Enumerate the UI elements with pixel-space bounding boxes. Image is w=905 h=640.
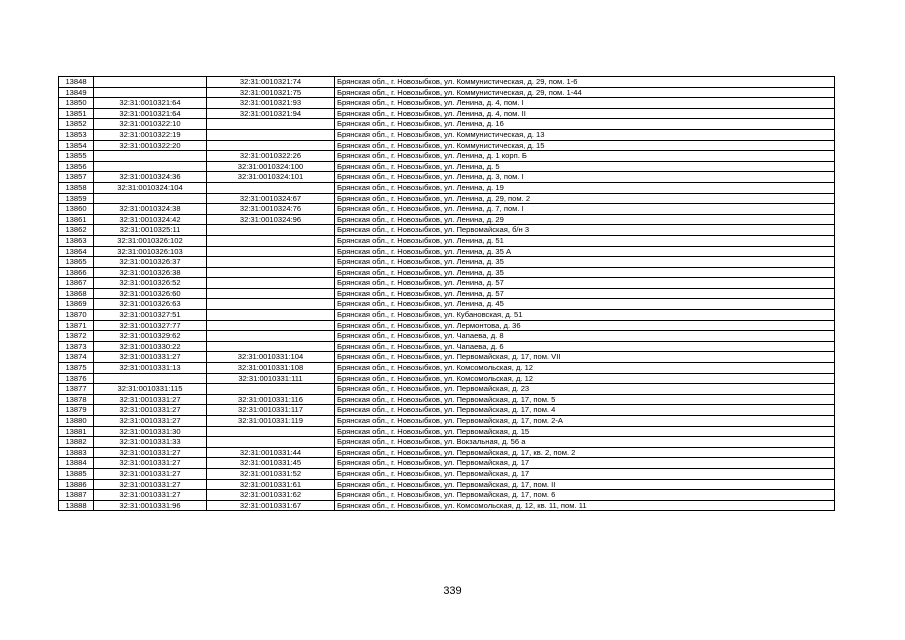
address-cell: Брянская обл., г. Новозыбков, ул. Вокзальная, д. 56 а (335, 437, 835, 448)
table-row (59, 331, 835, 342)
row-number-cell: 13882 (59, 437, 94, 448)
row-number-cell: 13868 (59, 288, 94, 299)
row-number-cell: 13849 (59, 87, 94, 98)
table-row (59, 426, 835, 437)
address-cell: Брянская обл., г. Новозыбков, ул. Ленина, д. 7, пом. I (335, 204, 835, 215)
parcel-cadastral-number-cell: 32:31:0010331:27 (94, 352, 207, 363)
address-cell: Брянская обл., г. Новозыбков, ул. Чапаева, д. 6 (335, 341, 835, 352)
row-number-cell: 13875 (59, 363, 94, 374)
address-cell: Брянская обл., г. Новозыбков, ул. Ленина, д. 16 (335, 119, 835, 130)
address-cell: Брянская обл., г. Новозыбков, ул. Первомайская, д. 17, пом. II (335, 479, 835, 490)
address-cell: Брянская обл., г. Новозыбков, ул. Первомайская, б/н 3 (335, 225, 835, 236)
row-number-cell: 13884 (59, 458, 94, 469)
table-row (59, 468, 835, 479)
row-number-cell: 13869 (59, 299, 94, 310)
parcel-cadastral-number-cell: 32:31:0010322:10 (94, 119, 207, 130)
parcel-cadastral-number-cell: 32:31:0010327:77 (94, 320, 207, 331)
object-cadastral-number-cell: 32:31:0010324:100 (207, 161, 335, 172)
table-row (59, 87, 835, 98)
table-row (59, 182, 835, 193)
row-number-cell: 13864 (59, 246, 94, 257)
table-row (59, 341, 835, 352)
parcel-cadastral-number-cell: 32:31:0010331:115 (94, 384, 207, 395)
table-row (59, 108, 835, 119)
parcel-cadastral-number-cell: 32:31:0010331:27 (94, 416, 207, 427)
row-number-cell: 13873 (59, 341, 94, 352)
table-row (59, 310, 835, 321)
row-number-cell: 13850 (59, 98, 94, 109)
table-row (59, 267, 835, 278)
object-cadastral-number-cell (207, 437, 335, 448)
table-row (59, 384, 835, 395)
table-row (59, 77, 835, 88)
table-row (59, 394, 835, 405)
parcel-cadastral-number-cell: 32:31:0010322:19 (94, 129, 207, 140)
address-cell: Брянская обл., г. Новозыбков, ул. Ленина, д. 19 (335, 182, 835, 193)
parcel-cadastral-number-cell: 32:31:0010325:11 (94, 225, 207, 236)
address-cell: Брянская обл., г. Новозыбков, ул. Ленина, д. 45 (335, 299, 835, 310)
table-row (59, 204, 835, 215)
address-cell: Брянская обл., г. Новозыбков, ул. Первомайская, д. 17, пом. VII (335, 352, 835, 363)
table-row (59, 352, 835, 363)
object-cadastral-number-cell (207, 267, 335, 278)
table-row (59, 447, 835, 458)
object-cadastral-number-cell (207, 331, 335, 342)
table-row (59, 288, 835, 299)
row-number-cell: 13859 (59, 193, 94, 204)
address-cell: Брянская обл., г. Новозыбков, ул. Комсомольская, д. 12 (335, 373, 835, 384)
row-number-cell: 13867 (59, 278, 94, 289)
table-row (59, 278, 835, 289)
parcel-cadastral-number-cell: 32:31:0010331:33 (94, 437, 207, 448)
parcel-cadastral-number-cell: 32:31:0010324:104 (94, 182, 207, 193)
address-cell: Брянская обл., г. Новозыбков, ул. Ленина, д. 3, пом. I (335, 172, 835, 183)
parcel-cadastral-number-cell: 32:31:0010331:30 (94, 426, 207, 437)
object-cadastral-number-cell: 32:31:0010322:26 (207, 151, 335, 162)
address-cell: Брянская обл., г. Новозыбков, ул. Ленина, д. 51 (335, 235, 835, 246)
parcel-cadastral-number-cell: 32:31:0010326:63 (94, 299, 207, 310)
object-cadastral-number-cell: 32:31:0010331:104 (207, 352, 335, 363)
row-number-cell: 13879 (59, 405, 94, 416)
object-cadastral-number-cell: 32:31:0010331:67 (207, 500, 335, 511)
table-row (59, 437, 835, 448)
object-cadastral-number-cell: 32:31:0010331:44 (207, 447, 335, 458)
table-row (59, 416, 835, 427)
row-number-cell: 13860 (59, 204, 94, 215)
address-cell: Брянская обл., г. Новозыбков, ул. Ленина, д. 35 (335, 267, 835, 278)
object-cadastral-number-cell: 32:31:0010331:117 (207, 405, 335, 416)
table-row (59, 500, 835, 511)
parcel-cadastral-number-cell (94, 77, 207, 88)
row-number-cell: 13883 (59, 447, 94, 458)
parcel-cadastral-number-cell: 32:31:0010330:22 (94, 341, 207, 352)
row-number-cell: 13878 (59, 394, 94, 405)
object-cadastral-number-cell: 32:31:0010324:96 (207, 214, 335, 225)
table-row (59, 363, 835, 374)
row-number-cell: 13853 (59, 129, 94, 140)
object-cadastral-number-cell (207, 426, 335, 437)
object-cadastral-number-cell (207, 129, 335, 140)
row-number-cell: 13886 (59, 479, 94, 490)
row-number-cell: 13848 (59, 77, 94, 88)
parcel-cadastral-number-cell: 32:31:0010329:62 (94, 331, 207, 342)
row-number-cell: 13870 (59, 310, 94, 321)
table-row (59, 235, 835, 246)
row-number-cell: 13854 (59, 140, 94, 151)
object-cadastral-number-cell: 32:31:0010321:74 (207, 77, 335, 88)
address-cell: Брянская обл., г. Новозыбков, ул. Первомайская, д. 17, кв. 2, пом. 2 (335, 447, 835, 458)
table-row (59, 140, 835, 151)
parcel-cadastral-number-cell (94, 87, 207, 98)
row-number-cell: 13877 (59, 384, 94, 395)
address-cell: Брянская обл., г. Новозыбков, ул. Коммунистическая, д. 15 (335, 140, 835, 151)
parcel-cadastral-number-cell: 32:31:0010331:27 (94, 479, 207, 490)
row-number-cell: 13851 (59, 108, 94, 119)
parcel-cadastral-number-cell: 32:31:0010321:64 (94, 108, 207, 119)
object-cadastral-number-cell: 32:31:0010331:111 (207, 373, 335, 384)
table-row (59, 98, 835, 109)
address-cell: Брянская обл., г. Новозыбков, ул. Первомайская, д. 17, пом. 4 (335, 405, 835, 416)
parcel-cadastral-number-cell: 32:31:0010326:38 (94, 267, 207, 278)
address-cell: Брянская обл., г. Новозыбков, ул. Первомайская, д. 17, пом. 2-А (335, 416, 835, 427)
address-cell: Брянская обл., г. Новозыбков, ул. Ленина, д. 5 (335, 161, 835, 172)
parcel-cadastral-number-cell (94, 161, 207, 172)
object-cadastral-number-cell (207, 246, 335, 257)
row-number-cell: 13885 (59, 468, 94, 479)
object-cadastral-number-cell: 32:31:0010321:75 (207, 87, 335, 98)
row-number-cell: 13852 (59, 119, 94, 130)
address-cell: Брянская обл., г. Новозыбков, ул. Ленина, д. 57 (335, 278, 835, 289)
row-number-cell: 13858 (59, 182, 94, 193)
object-cadastral-number-cell (207, 310, 335, 321)
parcel-cadastral-number-cell: 32:31:0010331:27 (94, 405, 207, 416)
address-cell: Брянская обл., г. Новозыбков, ул. Коммунистическая, д. 13 (335, 129, 835, 140)
parcel-cadastral-number-cell: 32:31:0010321:64 (94, 98, 207, 109)
address-cell: Брянская обл., г. Новозыбков, ул. Комсомольская, д. 12, кв. 11, пом. 11 (335, 500, 835, 511)
row-number-cell: 13887 (59, 490, 94, 501)
address-cell: Брянская обл., г. Новозыбков, ул. Ленина, д. 4, пом. I (335, 98, 835, 109)
row-number-cell: 13856 (59, 161, 94, 172)
address-cell: Брянская обл., г. Новозыбков, ул. Ленина, д. 57 (335, 288, 835, 299)
object-cadastral-number-cell: 32:31:0010321:93 (207, 98, 335, 109)
address-cell: Брянская обл., г. Новозыбков, ул. Первомайская, д. 17, пом. 5 (335, 394, 835, 405)
table-row (59, 172, 835, 183)
page-number: 339 (443, 585, 462, 597)
parcel-cadastral-number-cell (94, 373, 207, 384)
parcel-cadastral-number-cell: 32:31:0010331:27 (94, 447, 207, 458)
object-cadastral-number-cell (207, 288, 335, 299)
object-cadastral-number-cell: 32:31:0010331:45 (207, 458, 335, 469)
parcel-cadastral-number-cell: 32:31:0010324:38 (94, 204, 207, 215)
table-row (59, 257, 835, 268)
row-number-cell: 13865 (59, 257, 94, 268)
parcel-cadastral-number-cell: 32:31:0010331:27 (94, 490, 207, 501)
address-cell: Брянская обл., г. Новозыбков, ул. Лермонтова, д. 36 (335, 320, 835, 331)
table-row (59, 458, 835, 469)
parcel-cadastral-number-cell: 32:31:0010331:27 (94, 468, 207, 479)
object-cadastral-number-cell (207, 278, 335, 289)
object-cadastral-number-cell: 32:31:0010331:108 (207, 363, 335, 374)
object-cadastral-number-cell: 32:31:0010324:101 (207, 172, 335, 183)
address-cell: Брянская обл., г. Новозыбков, ул. Первомайская, д. 23 (335, 384, 835, 395)
object-cadastral-number-cell: 32:31:0010331:119 (207, 416, 335, 427)
table-row (59, 119, 835, 130)
parcel-cadastral-number-cell: 32:31:0010322:20 (94, 140, 207, 151)
address-cell: Брянская обл., г. Новозыбков, ул. Кубановская, д. 51 (335, 310, 835, 321)
object-cadastral-number-cell (207, 119, 335, 130)
address-cell: Брянская обл., г. Новозыбков, ул. Ленина, д. 35 А (335, 246, 835, 257)
row-number-cell: 13881 (59, 426, 94, 437)
row-number-cell: 13855 (59, 151, 94, 162)
table-row (59, 299, 835, 310)
parcel-cadastral-number-cell: 32:31:0010327:51 (94, 310, 207, 321)
table-row (59, 246, 835, 257)
parcel-cadastral-number-cell: 32:31:0010331:13 (94, 363, 207, 374)
row-number-cell: 13857 (59, 172, 94, 183)
object-cadastral-number-cell (207, 341, 335, 352)
object-cadastral-number-cell (207, 384, 335, 395)
address-cell: Брянская обл., г. Новозыбков, ул. Ленина, д. 29, пом. 2 (335, 193, 835, 204)
address-cell: Брянская обл., г. Новозыбков, ул. Комсомольская, д. 12 (335, 363, 835, 374)
address-cell: Брянская обл., г. Новозыбков, ул. Ленина, д. 29 (335, 214, 835, 225)
row-number-cell: 13872 (59, 331, 94, 342)
registry-table-body (59, 77, 835, 511)
row-number-cell: 13863 (59, 235, 94, 246)
address-cell: Брянская обл., г. Новозыбков, ул. Первомайская, д. 15 (335, 426, 835, 437)
address-cell: Брянская обл., г. Новозыбков, ул. Первомайская, д. 17 (335, 468, 835, 479)
address-cell: Брянская обл., г. Новозыбков, ул. Коммунистическая, д. 29, пом. 1-6 (335, 77, 835, 88)
table-row (59, 405, 835, 416)
table-row (59, 161, 835, 172)
address-cell: Брянская обл., г. Новозыбков, ул. Ленина, д. 4, пом. II (335, 108, 835, 119)
table-row (59, 193, 835, 204)
address-cell: Брянская обл., г. Новозыбков, ул. Первомайская, д. 17 (335, 458, 835, 469)
object-cadastral-number-cell (207, 299, 335, 310)
address-cell: Брянская обл., г. Новозыбков, ул. Первомайская, д. 17, пом. 6 (335, 490, 835, 501)
table-row (59, 373, 835, 384)
object-cadastral-number-cell (207, 182, 335, 193)
row-number-cell: 13874 (59, 352, 94, 363)
parcel-cadastral-number-cell (94, 193, 207, 204)
table-row (59, 214, 835, 225)
table-row (59, 151, 835, 162)
object-cadastral-number-cell: 32:31:0010331:116 (207, 394, 335, 405)
row-number-cell: 13861 (59, 214, 94, 225)
parcel-cadastral-number-cell: 32:31:0010326:52 (94, 278, 207, 289)
parcel-cadastral-number-cell: 32:31:0010324:42 (94, 214, 207, 225)
object-cadastral-number-cell (207, 320, 335, 331)
address-cell: Брянская обл., г. Новозыбков, ул. Коммунистическая, д. 29, пом. 1-44 (335, 87, 835, 98)
address-cell: Брянская обл., г. Новозыбков, ул. Чапаева, д. 8 (335, 331, 835, 342)
object-cadastral-number-cell: 32:31:0010331:62 (207, 490, 335, 501)
row-number-cell: 13876 (59, 373, 94, 384)
row-number-cell: 13862 (59, 225, 94, 236)
row-number-cell: 13866 (59, 267, 94, 278)
parcel-cadastral-number-cell: 32:31:0010331:96 (94, 500, 207, 511)
object-cadastral-number-cell (207, 235, 335, 246)
object-cadastral-number-cell: 32:31:0010324:67 (207, 193, 335, 204)
object-cadastral-number-cell: 32:31:0010331:52 (207, 468, 335, 479)
address-cell: Брянская обл., г. Новозыбков, ул. Ленина, д. 35 (335, 257, 835, 268)
parcel-cadastral-number-cell: 32:31:0010326:103 (94, 246, 207, 257)
table-row (59, 129, 835, 140)
row-number-cell: 13880 (59, 416, 94, 427)
parcel-cadastral-number-cell: 32:31:0010331:27 (94, 394, 207, 405)
table-row (59, 320, 835, 331)
table-row (59, 225, 835, 236)
row-number-cell: 13888 (59, 500, 94, 511)
property-registry-table (58, 76, 835, 511)
parcel-cadastral-number-cell (94, 151, 207, 162)
row-number-cell: 13871 (59, 320, 94, 331)
address-cell: Брянская обл., г. Новозыбков, ул. Ленина, д. 1 корп. Б (335, 151, 835, 162)
object-cadastral-number-cell: 32:31:0010331:61 (207, 479, 335, 490)
object-cadastral-number-cell: 32:31:0010324:76 (207, 204, 335, 215)
parcel-cadastral-number-cell: 32:31:0010326:60 (94, 288, 207, 299)
parcel-cadastral-number-cell: 32:31:0010331:27 (94, 458, 207, 469)
object-cadastral-number-cell: 32:31:0010321:94 (207, 108, 335, 119)
table-row (59, 490, 835, 501)
object-cadastral-number-cell (207, 257, 335, 268)
parcel-cadastral-number-cell: 32:31:0010324:36 (94, 172, 207, 183)
object-cadastral-number-cell (207, 225, 335, 236)
object-cadastral-number-cell (207, 140, 335, 151)
parcel-cadastral-number-cell: 32:31:0010326:37 (94, 257, 207, 268)
table-row (59, 479, 835, 490)
parcel-cadastral-number-cell: 32:31:0010326:102 (94, 235, 207, 246)
